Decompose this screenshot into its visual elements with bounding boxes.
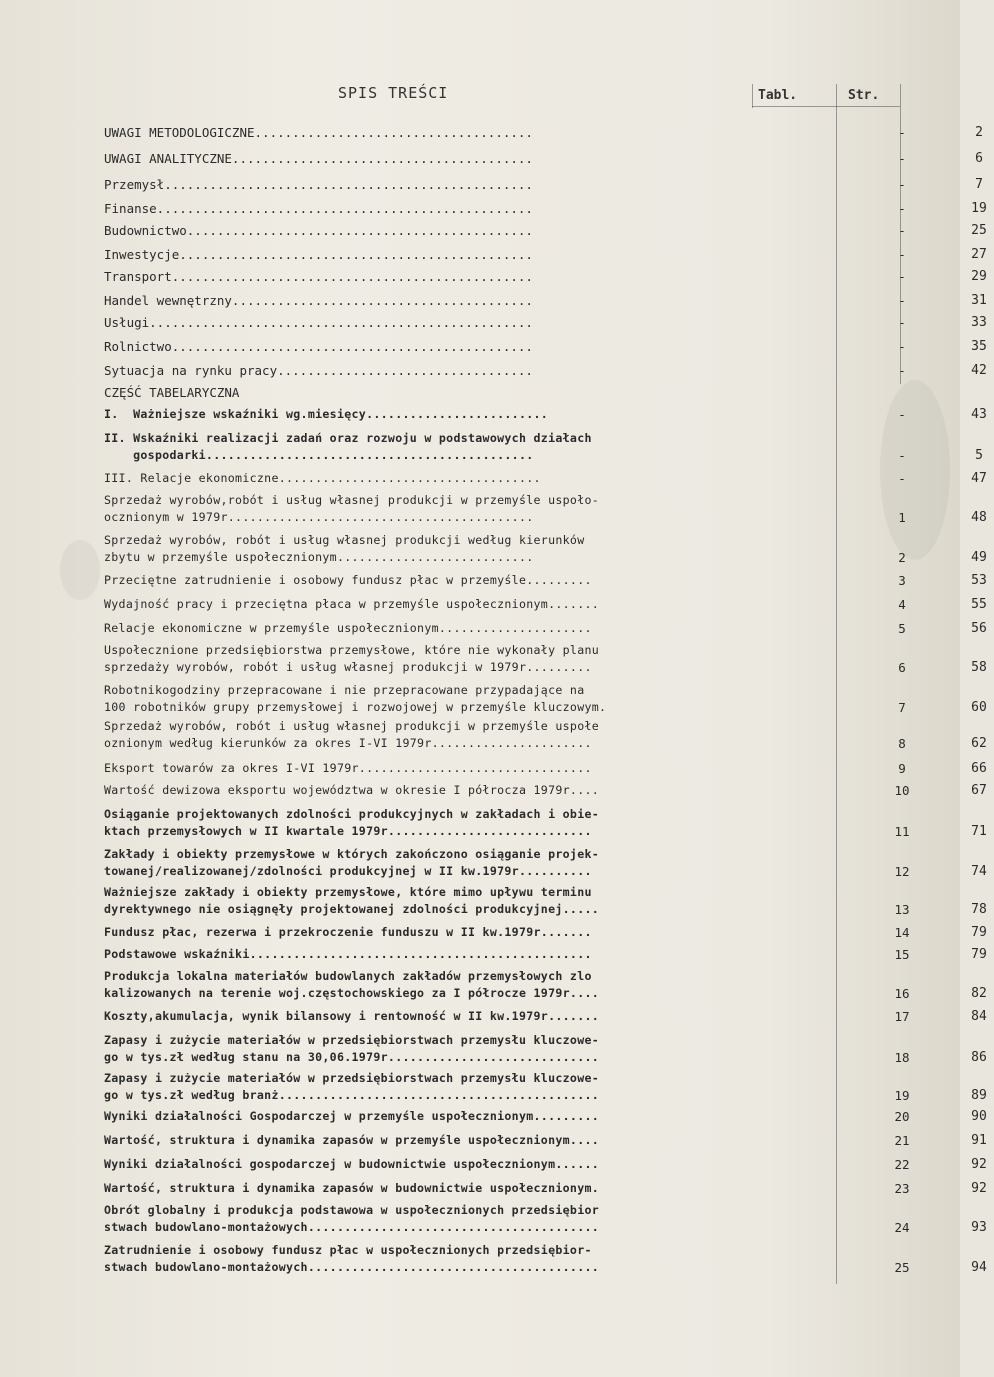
entry-table-number: 6: [898, 660, 906, 675]
entry-title: Wydajność pracy i przeciętna płaca w przemyśle uspołecznionym.......: [104, 597, 600, 611]
entry-title: Zakłady i obiekty przemysłowe w których zakończono osiąganie projek- towanej/realizowanej/zdolności produkcyjnej w II kw.1979r..........: [104, 847, 600, 878]
entry-table-number: 10: [894, 783, 910, 798]
entry-page-number: 78: [971, 902, 987, 917]
entry-table-number: -: [898, 448, 906, 463]
entry-title: CZĘŚĆ TABELARYCZNA: [104, 385, 240, 400]
entry-table-number: 20: [894, 1109, 910, 1124]
entry-table-number: 18: [894, 1050, 910, 1065]
entry-table-number: -: [898, 223, 906, 238]
paper-stain: [880, 380, 950, 560]
entry-page-number: 86: [971, 1050, 987, 1065]
entry-table-number: -: [898, 339, 906, 354]
entry-title: Wartość dewizowa eksportu województwa w okresie I półrocza 1979r....: [104, 783, 600, 797]
column-rule-left: [752, 84, 753, 108]
entry-title: Robotnikogodziny przepracowane i nie przepracowane przypadające na 100 robotników grupy przemysłowej i rozwojowej w przemyśle kluczowym.: [104, 683, 607, 714]
entry-title: UWAGI METODOLOGICZNE.....................................: [104, 125, 533, 140]
entry-page-number: 27: [971, 247, 987, 262]
entry-title: Sytuacja na rynku pracy..................................: [104, 363, 533, 378]
entry-table-number: -: [898, 177, 906, 192]
entry-page-number: 84: [971, 1009, 987, 1024]
entry-table-number: -: [898, 201, 906, 216]
entry-title: Podstawowe wskaźniki...............................................: [104, 947, 592, 961]
column-header-table: Tabl.: [758, 88, 798, 103]
entry-title: Przeciętne zatrudnienie i osobowy fundusz płac w przemyśle.........: [104, 573, 592, 587]
entry-table-number: 5: [898, 621, 906, 636]
entry-title: Sprzedaż wyrobów,robót i usług własnej produkcji w przemyśle uspoło- ocznionym w 1979r..........................................: [104, 493, 600, 524]
entry-title: Zapasy i zużycie materiałów w przedsiębiorstwach przemysłu kluczowe- go w tys.zł według stanu na 30,06.1979r.............................: [104, 1033, 600, 1064]
entry-page-number: 48: [971, 510, 987, 525]
entry-page-number: 71: [971, 824, 987, 839]
entry-title: Produkcja lokalna materiałów budowlanych zakładów przemysłowych zlo kalizowanych na terenie woj.częstochowskiego za I półrocze 1979r....: [104, 969, 600, 1000]
entry-table-number: -: [898, 471, 906, 486]
entry-title: Budownictwo..............................................: [104, 223, 533, 238]
entry-title: Sprzedaż wyrobów, robót i usług własnej produkcji w przemyśle uspołe oznionym według kierunków za okres I-VI 1979r......................: [104, 719, 600, 750]
entry-table-number: 19: [894, 1088, 910, 1103]
entry-title: Zapasy i zużycie materiałów w przedsiębiorstwach przemysłu kluczowe- go w tys.zł według branż............................................: [104, 1071, 600, 1102]
entry-table-number: 2: [898, 550, 906, 565]
entry-page-number: 31: [971, 293, 987, 308]
entry-page-number: 82: [971, 986, 987, 1001]
entry-table-number: -: [898, 293, 906, 308]
entry-page-number: 19: [971, 201, 987, 216]
entry-table-number: 4: [898, 597, 906, 612]
entry-table-number: 23: [894, 1181, 910, 1196]
entry-title: I. Ważniejsze wskaźniki wg.miesięcy.........................: [104, 407, 549, 421]
entry-table-number: 16: [894, 986, 910, 1001]
entry-page-number: 43: [971, 407, 987, 422]
entry-table-number: 15: [894, 947, 910, 962]
header-rule: [752, 106, 900, 107]
entry-page-number: 60: [971, 700, 987, 715]
entry-table-number: 22: [894, 1157, 910, 1172]
entry-page-number: 7: [975, 177, 983, 192]
entry-title: UWAGI ANALITYCZNE........................................: [104, 151, 533, 166]
entry-title: Wyniki działalności Gospodarczej w przemyśle uspołecznionym.........: [104, 1109, 600, 1123]
entry-page-number: 94: [971, 1260, 987, 1275]
entry-title: Uspołecznione przedsiębiorstwa przemysłowe, które nie wykonały planu sprzedaży wyrobów, robót i usług własnej produkcji w 1979r.........: [104, 643, 600, 674]
entry-table-number: 9: [898, 761, 906, 776]
entry-page-number: 58: [971, 660, 987, 675]
entry-page-number: 29: [971, 269, 987, 284]
column-header-page: Str.: [848, 88, 880, 103]
page-title: SPIS TREŚCI: [338, 84, 449, 102]
entry-title: Handel wewnętrzny........................................: [104, 293, 533, 308]
entry-title: Relacje ekonomiczne w przemyśle uspołecznionym.....................: [104, 621, 592, 635]
entry-title: Wartość, struktura i dynamika zapasów w budownictwie uspołecznionym.: [104, 1181, 600, 1195]
entry-title: Osiąganie projektowanych zdolności produkcyjnych w zakładach i obie- ktach przemysłowych w II kwartale 1979r............................: [104, 807, 600, 838]
entry-page-number: 33: [971, 315, 987, 330]
entry-page-number: 79: [971, 947, 987, 962]
entry-page-number: 89: [971, 1088, 987, 1103]
entry-page-number: 74: [971, 864, 987, 879]
entry-page-number: 55: [971, 597, 987, 612]
entry-page-number: 42: [971, 363, 987, 378]
entry-table-number: 1: [898, 510, 906, 525]
entry-title: Obrót globalny i produkcja podstawowa w uspołecznionych przedsiębior stwach budowlano-montażowych........................................: [104, 1203, 600, 1234]
entry-page-number: 92: [971, 1181, 987, 1196]
entry-table-number: -: [898, 363, 906, 378]
entry-table-number: -: [898, 247, 906, 262]
entry-page-number: 90: [971, 1109, 987, 1124]
entry-page-number: 66: [971, 761, 987, 776]
entry-title: Wartość, struktura i dynamika zapasów w przemyśle uspołecznionym....: [104, 1133, 600, 1147]
entry-title: Transport................................................: [104, 269, 533, 284]
entry-page-number: 92: [971, 1157, 987, 1172]
entry-title: Inwestycje...............................................: [104, 247, 533, 262]
entry-table-number: -: [898, 315, 906, 330]
entry-title: Zatrudnienie i osobowy fundusz płac w uspołecznionych przedsiębior- stwach budowlano-montażowych........................................: [104, 1243, 600, 1274]
entry-table-number: -: [898, 407, 906, 422]
entry-page-number: 5: [975, 448, 983, 463]
entry-page-number: 35: [971, 339, 987, 354]
entry-page-number: 67: [971, 783, 987, 798]
entry-table-number: 12: [894, 864, 910, 879]
entry-page-number: 2: [975, 125, 983, 140]
entry-table-number: 21: [894, 1133, 910, 1148]
entry-table-number: 13: [894, 902, 910, 917]
entry-title: Usługi...................................................: [104, 315, 533, 330]
entry-table-number: -: [898, 125, 906, 140]
entry-title: II. Wskaźniki realizacji zadań oraz rozwoju w podstawowych działach gospodarki.............................................: [104, 431, 592, 462]
entry-table-number: 14: [894, 925, 910, 940]
entry-page-number: 53: [971, 573, 987, 588]
entry-table-number: 24: [894, 1220, 910, 1235]
entry-title: Fundusz płac, rezerwa i przekroczenie funduszu w II kw.1979r.......: [104, 925, 592, 939]
entry-title: Koszty,akumulacja, wynik bilansowy i rentowność w II kw.1979r.......: [104, 1009, 600, 1023]
entry-table-number: 7: [898, 700, 906, 715]
entry-page-number: 56: [971, 621, 987, 636]
entry-table-number: -: [898, 151, 906, 166]
entry-title: III. Relacje ekonomiczne....................................: [104, 471, 541, 485]
entry-title: Przemysł.................................................: [104, 177, 533, 192]
entry-title: Rolnictwo................................................: [104, 339, 533, 354]
entry-title: Finanse..................................................: [104, 201, 533, 216]
entry-page-number: 6: [975, 151, 983, 166]
entry-table-number: 3: [898, 573, 906, 588]
entry-page-number: 62: [971, 736, 987, 751]
entry-page-number: 91: [971, 1133, 987, 1148]
column-rule-middle: [836, 84, 837, 1284]
entry-table-number: 8: [898, 736, 906, 751]
entry-page-number: 47: [971, 471, 987, 486]
entry-table-number: 25: [894, 1260, 910, 1275]
paper-stain: [60, 540, 100, 600]
entry-page-number: 25: [971, 223, 987, 238]
entry-title: Sprzedaż wyrobów, robót i usług własnej produkcji według kierunków zbytu w przemyśle uspołecznionym...........................: [104, 533, 585, 564]
entry-title: Eksport towarów za okres I-VI 1979r................................: [104, 761, 592, 775]
entry-page-number: 49: [971, 550, 987, 565]
entry-table-number: 17: [894, 1009, 910, 1024]
entry-page-number: 93: [971, 1220, 987, 1235]
entry-page-number: 79: [971, 925, 987, 940]
entry-table-number: -: [898, 269, 906, 284]
entry-table-number: 11: [894, 824, 910, 839]
entry-title: Ważniejsze zakłady i obiekty przemysłowe, które mimo upływu terminu dyrektywnego nie osiągnęły projektowanej zdolności produkcyjnej.....: [104, 885, 600, 916]
entry-title: Wyniki działalności gospodarczej w budownictwie uspołecznionym......: [104, 1157, 600, 1171]
